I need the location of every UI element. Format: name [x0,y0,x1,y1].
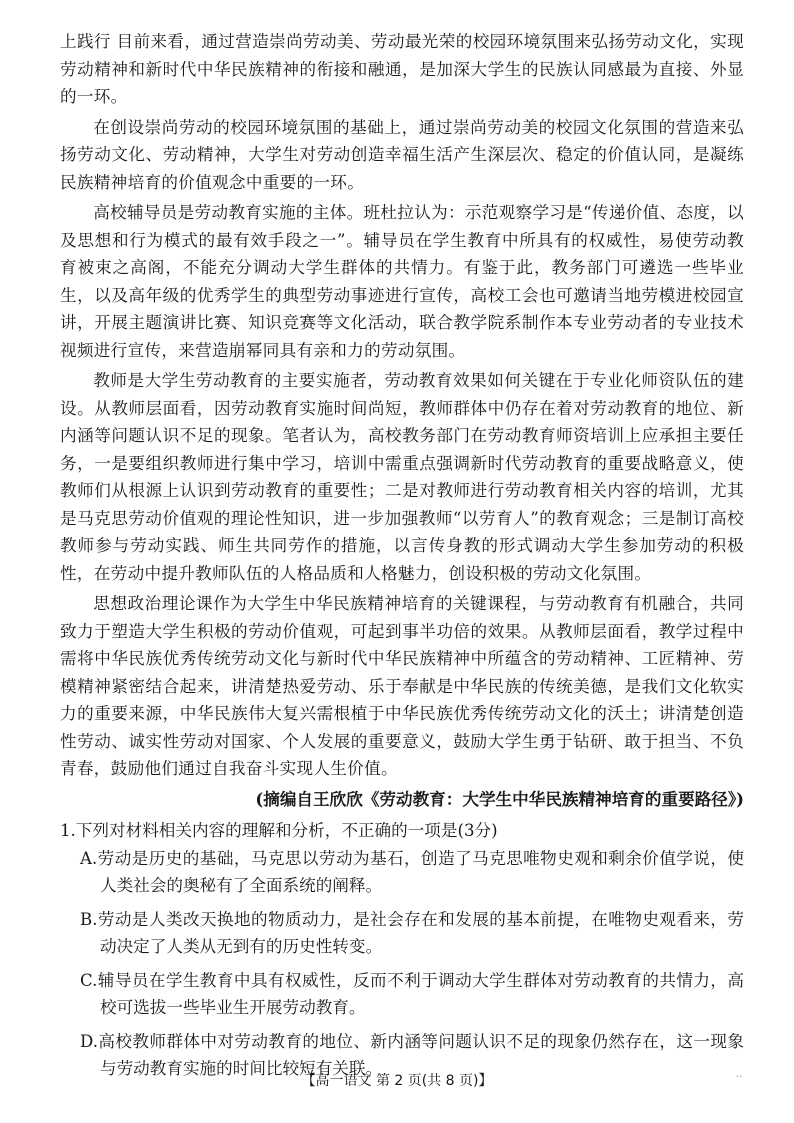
corner-mark: ·· [736,1072,743,1083]
paragraph-2: 在创设崇尚劳动的校园环境氛围的基础上，通过崇尚劳动美的校园文化氛围的营造来弘扬劳动文化、劳动精神，大学生对劳动创造幸福生活产生深层次、稳定的价值认同，是凝练民族精神培育的价值观念中重要的一环。 [60,117,744,192]
paragraph-1: 上践行 目前来看，通过营造崇尚劳动美、劳动最光荣的校园环境氛围来弘扬劳动文化，实现劳动精神和新时代中华民族精神的衔接和融通，是加深大学生的民族认同感最为直接、外显的一环。 [60,32,744,106]
paragraph-3: 高校辅导员是劳动教育实施的主体。班杜拉认为：示范观察学习是“传递价值、态度，以及思想和行为模式的最有效手段之一”。辅导员在学生教育中所具有的权威性，易使劳动教育被束之高阁，不能充分调动大学生群体的共情力。有鉴于此，教务部门可遴选一些毕业生，以及高年级的优秀学生的典型劳动事迹进行宣传，高校工会也可邀请当地劳模进校园宣讲，开展主题演讲比赛、知识竞赛等文化活动，联合教学院系制作本专业劳动者的专业技术视频进行宣传，来营造崩幂同具有亲和力的劳动氛围。 [60,203,744,360]
paragraph-4: 教师是大学生劳动教育的主要实施者，劳动教育效果如何关键在于专业化师资队伍的建设。从教师层面看，因劳动教育实施时间尚短，教师群体中仍存在着对劳动教育的地位、新内涵等问题认识不足的现象。笔者认为，高校教务部门在劳动教育师资培训上应承担主要任务，一是要组织教师进行集中学习，培训中需重点强调新时代劳动教育的重要战略意义，使教师们从根源上认识到劳动教育的重要性；二是对教师进行劳动教育相关内容的培训，尤其是马克思劳动价值观的理论性知识，进一步加强教师“以劳育人”的教育观念；三是制订高校教师参与劳动实践、师生共同劳作的措施，以言传身教的形式调动大学生参加劳动的积极性，在劳动中提升教师队伍的人格品质和人格魅力，创设积极的劳动文化氛围。 [60,371,744,583]
paragraph-5: 思想政治理论课作为大学生中华民族精神培育的关键课程，与劳动教育有机融合，共同致力于塑造大学生积极的劳动价值观，可起到事半功倍的效果。从教师层面看，教学过程中需将中华民族优秀传统劳动文化与新时代中华民族精神中所蕴含的劳动精神、工匠精神、劳模精神紧密结合起来，讲清楚热爱劳动、乐于奉献是中华民族的传统美德，是我们文化软实力的重要来源，中华民族伟大复兴需根植于中华民族优秀传统劳动文化的沃土；讲清楚创造性劳动、诚实性劳动对国家、个人发展的重要意义，鼓励大学生勇于钻研、敢于担当、不负青春，鼓励他们通过自我奋斗实现人生价值。 [60,594,744,778]
question-stem: 1.下列对材料相关内容的理解和分析，不正确的一项是(3分) [60,821,498,840]
page-footer: 【高一语文 第 2 页(共 8 页)】 [301,1073,493,1089]
option-a: A.劳动是历史的基础，马克思以劳动为基石，创造了马克思唯物史观和剩余价值学说，使人类社会的奥秘有了全面系统的阐释。 [80,848,744,895]
option-b: B.劳动是人类改天换地的物质动力，是社会存在和发展的基本前提，在唯物史观看来，劳动决定了人类从无到有的历史性转变。 [80,909,744,956]
option-c: C.辅导员在学生教育中具有权威性，反而不利于调动大学生群体对劳动教育的共情力，高校可选拔一些毕业生开展劳动教育。 [80,970,744,1017]
option-d: D.高校教师群体中对劳动教育的地位、新内涵等问题认识不足的现象仍然存在，这一现象与劳动教育实施的时间比较短有关联。 [80,1031,744,1078]
page-content [60,28,744,1089]
source-citation: (摘编自王欣欣《劳动教育：大学生中华民族精神培育的重要路径》) [255,788,744,809]
